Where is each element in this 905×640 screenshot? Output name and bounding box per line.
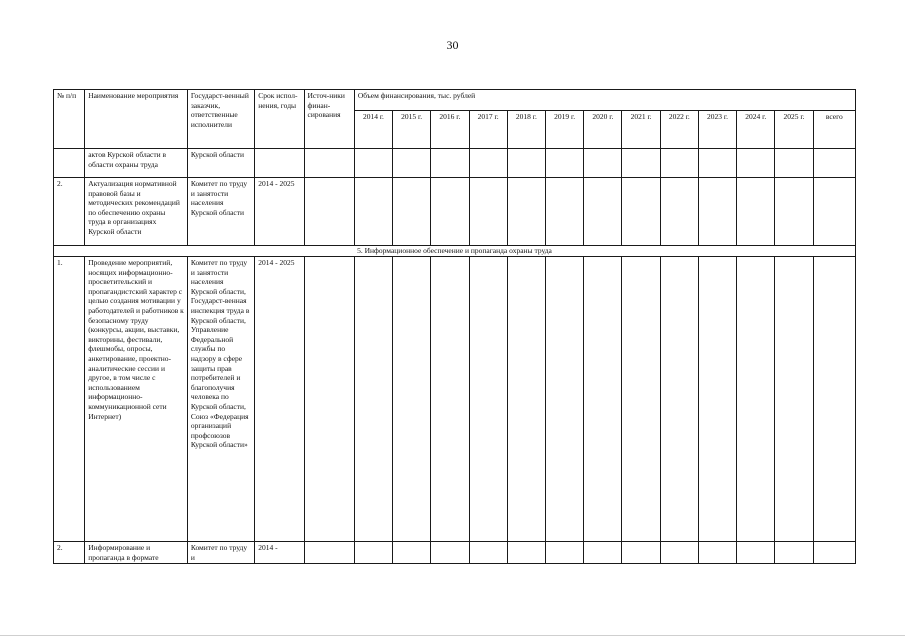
cell-value bbox=[775, 149, 813, 178]
section-title: 5. Информационное обеспечение и пропаганда охраны труда bbox=[54, 246, 856, 257]
cell-value bbox=[354, 542, 392, 564]
cell-term: 2014 - 2025 bbox=[255, 257, 304, 542]
cell-value bbox=[584, 178, 622, 246]
header-year: 2020 г. bbox=[584, 111, 622, 149]
cell-num: 2. bbox=[54, 178, 85, 246]
cell-customer: Комитет по труду и занятости населения Курской области bbox=[187, 178, 254, 246]
cell-value bbox=[775, 542, 813, 564]
cell-value bbox=[354, 178, 392, 246]
cell-value bbox=[507, 257, 545, 542]
cell-value bbox=[393, 178, 431, 246]
cell-source bbox=[304, 178, 354, 246]
cell-value bbox=[737, 149, 775, 178]
cell-value bbox=[354, 257, 392, 542]
cell-total bbox=[813, 178, 855, 246]
table-row-2 bbox=[54, 178, 856, 246]
cell-value bbox=[354, 149, 392, 178]
cell-value bbox=[622, 542, 660, 564]
cell-value bbox=[393, 542, 431, 564]
page-bottom-edge bbox=[0, 635, 905, 636]
cell-value bbox=[393, 257, 431, 542]
cell-value bbox=[431, 178, 469, 246]
header-name: Наименование мероприятия bbox=[85, 90, 188, 149]
table-row-5-2 bbox=[54, 542, 856, 564]
cell-term: 2014 - bbox=[255, 542, 304, 564]
cell-value bbox=[507, 178, 545, 246]
cell-value bbox=[698, 257, 736, 542]
header-year: 2024 г. bbox=[737, 111, 775, 149]
cell-value bbox=[584, 149, 622, 178]
cell-value bbox=[469, 178, 507, 246]
cell-value bbox=[622, 149, 660, 178]
cell-value bbox=[660, 257, 698, 542]
cell-value bbox=[584, 542, 622, 564]
cell-source bbox=[304, 257, 354, 542]
cell-num bbox=[54, 149, 85, 178]
cell-value bbox=[775, 257, 813, 542]
cell-value bbox=[393, 149, 431, 178]
cell-value bbox=[660, 178, 698, 246]
cell-value bbox=[431, 257, 469, 542]
cell-total bbox=[813, 542, 855, 564]
table-row-5-1 bbox=[54, 257, 856, 542]
cell-value bbox=[737, 257, 775, 542]
header-year: 2017 г. bbox=[469, 111, 507, 149]
header-year: 2022 г. bbox=[660, 111, 698, 149]
cell-value bbox=[698, 542, 736, 564]
cell-term: 2014 - 2025 bbox=[255, 178, 304, 246]
cell-value bbox=[469, 542, 507, 564]
cell-num: 1. bbox=[54, 257, 85, 542]
cell-total bbox=[813, 149, 855, 178]
cell-value bbox=[622, 257, 660, 542]
cell-value bbox=[469, 257, 507, 542]
cell-value bbox=[737, 178, 775, 246]
cell-name: Актуализация нормативной правовой базы и методических рекомендаций по обеспечению охраны труда в организациях Курской области bbox=[85, 178, 188, 246]
cell-customer: Комитет по труду и занятости населения Курской области, Государст-венная инспекция труда в Курской области, Управление Федеральной службы по надзору в сфере защиты прав потребителей и благополучия человека по Курской области, Союз «Федерация организаций профсоюзов Курской области» bbox=[187, 257, 254, 542]
header-year: 2014 г. bbox=[354, 111, 392, 149]
header-row-1 bbox=[54, 90, 856, 111]
cell-value bbox=[584, 257, 622, 542]
header-num: № п/п bbox=[54, 90, 85, 149]
cell-value bbox=[775, 178, 813, 246]
cell-value bbox=[545, 149, 583, 178]
cell-customer: Курской области bbox=[187, 149, 254, 178]
header-year: 2025 г. bbox=[775, 111, 813, 149]
section-row bbox=[54, 246, 856, 257]
header-funding: Объем финансирования, тыс. рублей bbox=[354, 90, 855, 111]
cell-source bbox=[304, 542, 354, 564]
cell-value bbox=[622, 178, 660, 246]
cell-source bbox=[304, 149, 354, 178]
header-year: 2023 г. bbox=[698, 111, 736, 149]
cell-term bbox=[255, 149, 304, 178]
header-customer: Государст-венный заказчик, ответственные исполнители bbox=[187, 90, 254, 149]
header-year: 2019 г. bbox=[545, 111, 583, 149]
cell-name: Информирование и пропаганда в формате bbox=[85, 542, 188, 564]
header-term: Срок испол-нения, годы bbox=[255, 90, 304, 149]
header-year: 2021 г. bbox=[622, 111, 660, 149]
funding-plan-table bbox=[53, 89, 856, 564]
header-year: 2015 г. bbox=[393, 111, 431, 149]
cell-value bbox=[698, 149, 736, 178]
cell-value bbox=[545, 257, 583, 542]
cell-value bbox=[431, 149, 469, 178]
cell-value bbox=[545, 542, 583, 564]
cell-value bbox=[698, 178, 736, 246]
table-row-continuation bbox=[54, 149, 856, 178]
header-source: Источ-ники финан-сирования bbox=[304, 90, 354, 149]
header-year: 2018 г. bbox=[507, 111, 545, 149]
cell-value bbox=[737, 542, 775, 564]
cell-total bbox=[813, 257, 855, 542]
cell-value bbox=[507, 149, 545, 178]
cell-value bbox=[507, 542, 545, 564]
cell-value bbox=[431, 542, 469, 564]
page-number: 30 bbox=[446, 38, 459, 52]
cell-customer: Комитет по труду и bbox=[187, 542, 254, 564]
cell-name: актов Курской области в области охраны труда bbox=[85, 149, 188, 178]
header-year: 2016 г. bbox=[431, 111, 469, 149]
cell-value bbox=[545, 178, 583, 246]
cell-value bbox=[469, 149, 507, 178]
cell-value bbox=[660, 542, 698, 564]
cell-value bbox=[660, 149, 698, 178]
header-total: всего bbox=[813, 111, 855, 149]
cell-name: Проведение мероприятий, носящих информационно-просветительский и пропагандистский характер с целью создания мотивации у работодателей и работников к безопасному труду (конкурсы, акции, выставки, викторины, фестивали, флешмобы, опросы, анкетирование, проектно-аналитические сессии и другое, в том числе с использованием информационно-коммуникационной сети Интернет) bbox=[85, 257, 188, 542]
cell-num: 2. bbox=[54, 542, 85, 564]
